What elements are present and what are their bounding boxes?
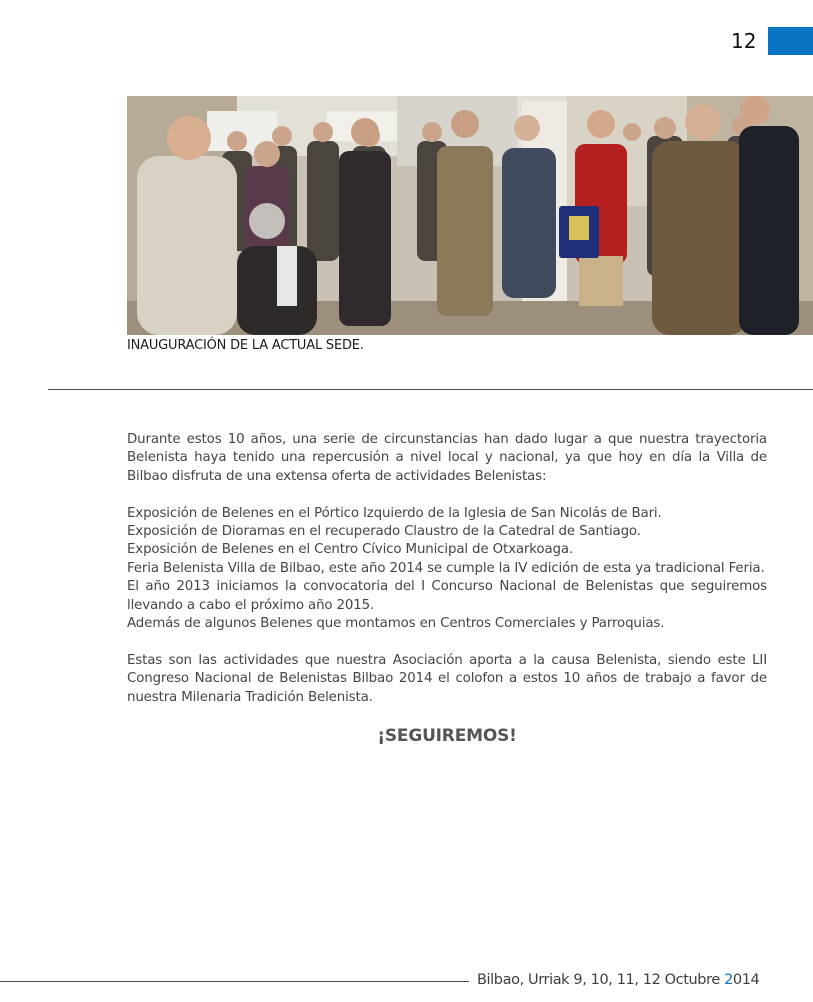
- inauguration-photo: [127, 96, 813, 335]
- activity-item: Exposición de Dioramas en el recuperado Claustro de la Catedral de Santiago.: [127, 524, 641, 540]
- activity-item: Además de algunos Belenes que montamos en Centros Comerciales y Parroquias.: [127, 616, 665, 632]
- closing-slogan: ¡SEGUIREMOS!: [377, 726, 517, 746]
- top-divider: [48, 389, 813, 390]
- photo-caption: INAUGURACIÓN DE LA ACTUAL SEDE.: [127, 338, 364, 353]
- activity-item: Feria Belenista Villa de Bilbao, este año 2014 se cumple la IV edición de esta ya tradicional Feria.: [127, 560, 765, 576]
- intro-paragraph: Durante estos 10 años, una serie de circunstancias han dado lugar a que nuestra trayectoria Belenista haya tenido una repercusión a nivel local y nacional, ya que hoy en día la Villa de Bilbao disfruta de una extensa oferta de actividades Belenistas:: [127, 432, 767, 484]
- article-body: [127, 431, 767, 707]
- conclusion-paragraph: Estas son las actividades que nuestra Asociación aporta a la causa Belenista, siendo este LII Congreso Nacional de Belenistas Bilbao 2014 el colofon a estos 10 años de trabajo a favor de nuestra Milenaria Tradición Belenista.: [127, 652, 767, 705]
- activity-item: Exposición de Belenes en el Pórtico Izquierdo de la Iglesia de San Nicolás de Bari.: [127, 505, 662, 521]
- page-number: 12: [731, 29, 757, 53]
- activity-item: Exposición de Belenes en el Centro Cívico Municipal de Otxarkoaga.: [127, 542, 574, 558]
- footer-year-highlight: 2: [724, 972, 733, 988]
- footer-year-rest: 014: [732, 972, 760, 988]
- page-tab-accent: [768, 27, 813, 55]
- footer-date-text: Bilbao, Urriak 9, 10, 11, 12 Octubre: [477, 972, 725, 988]
- footer-divider: [0, 981, 469, 982]
- footer-date: [477, 970, 759, 990]
- activity-item: El año 2013 iniciamos la convocatoria del I Concurso Nacional de Belenistas que seguiremos llevando a cabo el próximo año 2015.: [127, 579, 767, 613]
